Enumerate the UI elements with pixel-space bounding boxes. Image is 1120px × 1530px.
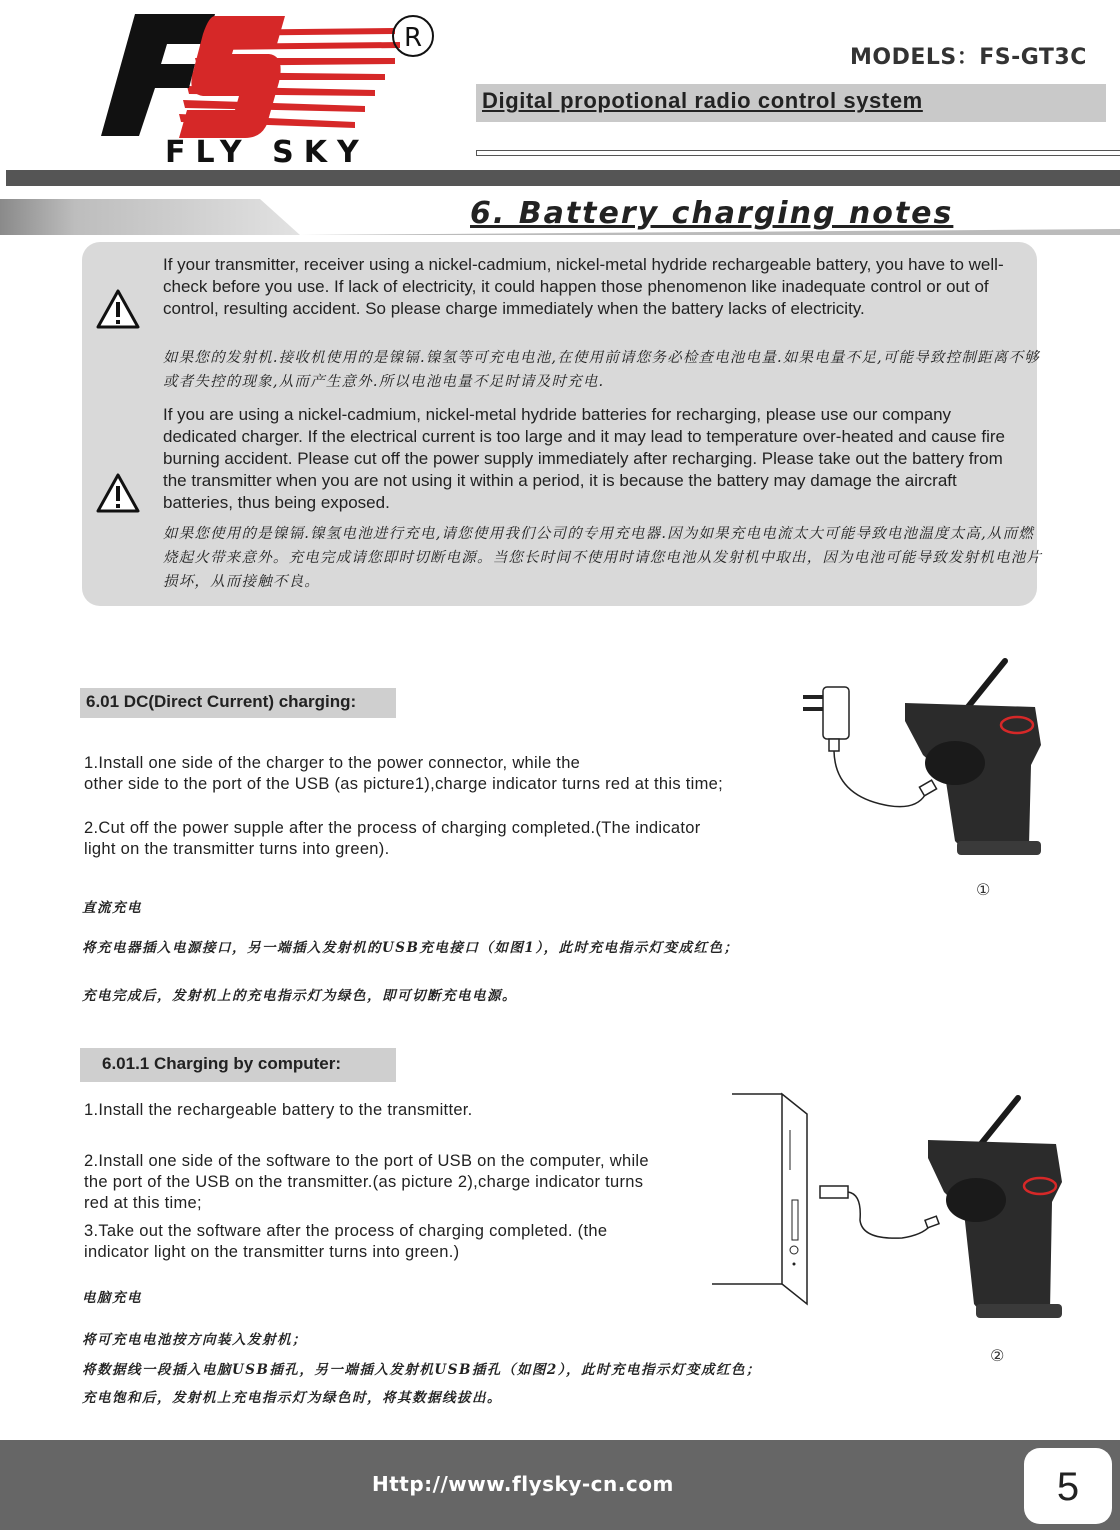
computer-step-2b: the port of the USB on the transmitter.(as picture 2),charge indicator turns — [84, 1173, 644, 1191]
dc-step-1b: other side to the port of the USB (as picture1),charge indicator turns red at this time; — [84, 775, 724, 793]
computer-step-2c: red at this time; — [84, 1194, 202, 1212]
computer-charging-heading: 6.01.1 Charging by computer: — [80, 1048, 396, 1082]
note-1-english: If your transmitter, receiver using a nickel-cadmium, nickel-metal hydride rechargeable battery, you have to well-check before you use. If lack of electricity, it could happen those phenomenon like inadequate control or out of control, resulting accident. So please charge immediately when the battery lacks of electricity. — [163, 255, 1004, 318]
figure-1-number: ① — [976, 880, 991, 899]
computer-cn-line-2: 将数据线一段插入电脑USB插孔，另一端插入发射机USB插孔（如图2），此时充电指示灯变成红色； — [82, 1362, 762, 1378]
dc-step-2b: light on the transmitter turns into green). — [84, 840, 390, 858]
website-link[interactable]: Http://www.flysky-cn.com — [372, 1472, 674, 1496]
models-label: MODELS：FS-GT3C — [850, 45, 1087, 70]
computer-step-3b: indicator light on the transmitter turns into green.) — [84, 1243, 460, 1261]
warning-icon — [96, 288, 140, 330]
svg-text:R: R — [403, 23, 423, 53]
computer-cn-title: 电脑充电 — [82, 1290, 142, 1306]
figure-2-number: ② — [990, 1346, 1005, 1365]
computer-step-1: 1.Install the rechargeable battery to the transmitter. — [84, 1101, 473, 1119]
note-2-english: If you are using a nickel-cadmium, nickel-metal hydride batteries for recharging, please use our company dedicated charger. If the electrical current is too large and it may lead to temperature over-heated and cause fire burning accident. Please cut off the power supply immediately after recharging. Please take out the battery from the transmitter when you are not using it within a period, it is because the battery may damage the aircraft batteries, thus being exposed. — [163, 405, 1005, 512]
note-2-chinese: 如果您使用的是镍镉.镍氢电池进行充电,请您使用我们公司的专用充电器.因为如果充电电流太大可能导致电池温度太高,从而燃烧起火带来意外。充电完成请您即时切断电源。当您长时间不使用时请您电池从发射机中取出，因为电池可能导致发射机电池片损坏，从而接触不良。 — [163, 526, 1043, 590]
computer-cn-line-3: 充电饱和后，发射机上充电指示灯为绿色时，将其数据线拔出。 — [82, 1390, 502, 1406]
dc-step-2a: 2.Cut off the power supple after the process of charging completed.(The indicator — [84, 819, 701, 837]
dc-cn-title: 直流充电 — [82, 900, 142, 916]
dc-charging-illustration — [795, 655, 1045, 865]
dc-cn-line-2: 充电完成后，发射机上的充电指示灯为绿色，即可切断充电电源。 — [82, 988, 517, 1004]
logo-text: FLY SKY — [165, 135, 369, 168]
dc-cn-line-1: 将充电器插入电源接口，另一端插入发射机的USB充电接口（如图1），此时充电指示灯变成红色； — [82, 940, 739, 956]
dc-step-1a: 1.Install one side of the charger to the power connector, while the — [84, 754, 581, 772]
flysky-logo — [95, 8, 455, 168]
computer-step-3a: 3.Take out the software after the process of charging completed. (the — [84, 1222, 608, 1240]
page-number: 5 — [1024, 1448, 1112, 1524]
header-band — [6, 170, 1120, 186]
computer-step-2a: 2.Install one side of the software to the port of USB on the computer, while — [84, 1152, 649, 1170]
computer-charging-illustration — [712, 1090, 1072, 1330]
header-rule — [476, 150, 1120, 156]
dc-charging-heading: 6.01 DC(Direct Current) charging: — [80, 688, 396, 718]
note-1-chinese: 如果您的发射机.接收机使用的是镍镉.镍氢等可充电电池,在使用前请您务必检查电池电量.如果电量不足,可能导致控制距离不够或者失控的现象,从而产生意外.所以电池电量不足时请及时充电. — [163, 350, 1040, 390]
warning-icon — [96, 472, 140, 514]
subtitle: Digital propotional radio control system — [482, 88, 923, 113]
section-title: 6. Battery charging notes — [470, 196, 954, 231]
computer-cn-line-1: 将可充电电池按方向装入发射机； — [82, 1332, 307, 1348]
